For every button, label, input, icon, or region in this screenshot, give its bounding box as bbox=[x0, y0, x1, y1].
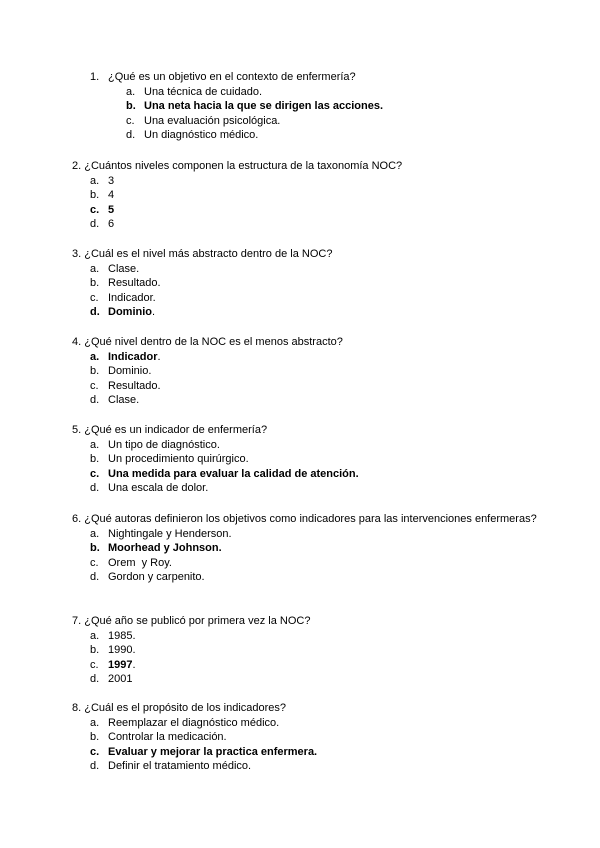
question-text: 2. ¿Cuántos niveles componen la estructura de la taxonomía NOC? bbox=[72, 160, 403, 172]
question-text: 5. ¿Qué es un indicador de enfermería? bbox=[72, 424, 268, 436]
option-d: d. 2001 bbox=[90, 673, 133, 685]
option-c: c. Indicador. bbox=[90, 291, 156, 304]
option-d-correct: d. Dominio. bbox=[90, 306, 156, 318]
option-c-correct: c. Evaluar y mejorar la practica enfermera. bbox=[90, 745, 318, 758]
option-a-correct: a. Indicador. bbox=[90, 350, 161, 363]
question-5 bbox=[72, 423, 542, 496]
option-a: a. 1985. bbox=[90, 629, 136, 642]
option-a: a. Una técnica de cuidado. bbox=[126, 85, 263, 98]
option-d: d. Un diagnóstico médico. bbox=[126, 129, 259, 141]
question-7 bbox=[72, 614, 542, 687]
question-text: 1. ¿Qué es un objetivo en el contexto de enfermería? bbox=[90, 71, 356, 83]
option-b: b. Controlar la medicación. bbox=[90, 731, 227, 743]
option-a: a. Clase. bbox=[90, 262, 140, 275]
option-d: d. Definir el tratamiento médico. bbox=[90, 760, 252, 772]
question-number: 1. bbox=[90, 71, 100, 83]
option-b: b. Un procedimiento quirúrgico. bbox=[90, 453, 249, 465]
option-c-correct: c. 5 bbox=[90, 203, 115, 216]
option-b: b. 1990. bbox=[90, 644, 136, 656]
option-b: b. Resultado. bbox=[90, 277, 161, 289]
option-c-correct: c. Una medida para evaluar la calidad de atención. bbox=[90, 467, 359, 480]
question-1 bbox=[72, 70, 542, 143]
question-3 bbox=[72, 247, 542, 320]
option-b-correct: b. Una neta hacia la que se dirigen las acciones. bbox=[126, 100, 384, 112]
question-text: 3. ¿Cuál es el nivel más abstracto dentro de la NOC? bbox=[72, 248, 333, 260]
option-a: a. Un tipo de diagnóstico. bbox=[90, 438, 220, 451]
question-6 bbox=[72, 512, 542, 585]
question-text: 7. ¿Qué año se publicó por primera vez la NOC? bbox=[72, 615, 311, 627]
option-a: a. Reemplazar el diagnóstico médico. bbox=[90, 716, 280, 729]
option-b-correct: b. Moorhead y Johnson. bbox=[90, 542, 222, 554]
option-a: a. Nightingale y Henderson. bbox=[90, 527, 232, 540]
option-c: c. Orem y Roy. bbox=[90, 556, 172, 569]
option-b: b. Dominio. bbox=[90, 365, 152, 377]
question-8 bbox=[72, 701, 542, 774]
option-c-correct: c. 1997. bbox=[90, 658, 136, 671]
question-2 bbox=[72, 159, 542, 232]
question-text: 8. ¿Cuál es el propósito de los indicadores? bbox=[72, 702, 287, 714]
option-d: d. Clase. bbox=[90, 394, 140, 406]
option-c: c. Una evaluación psicológica. bbox=[126, 114, 281, 127]
question-text: 4. ¿Qué nivel dentro de la NOC es el menos abstracto? bbox=[72, 336, 343, 348]
option-b: b. 4 bbox=[90, 189, 115, 201]
option-d: d. Una escala de dolor. bbox=[90, 482, 209, 494]
option-d: d. 6 bbox=[90, 218, 115, 230]
option-d: d. Gordon y carpenito. bbox=[90, 571, 205, 583]
question-4 bbox=[72, 335, 542, 408]
option-c: c. Resultado. bbox=[90, 379, 161, 392]
question-text: 6. ¿Qué autoras definieron los objetivos como indicadores para las intervenciones enfermeras? bbox=[72, 513, 537, 525]
option-a: a. 3 bbox=[90, 174, 115, 187]
